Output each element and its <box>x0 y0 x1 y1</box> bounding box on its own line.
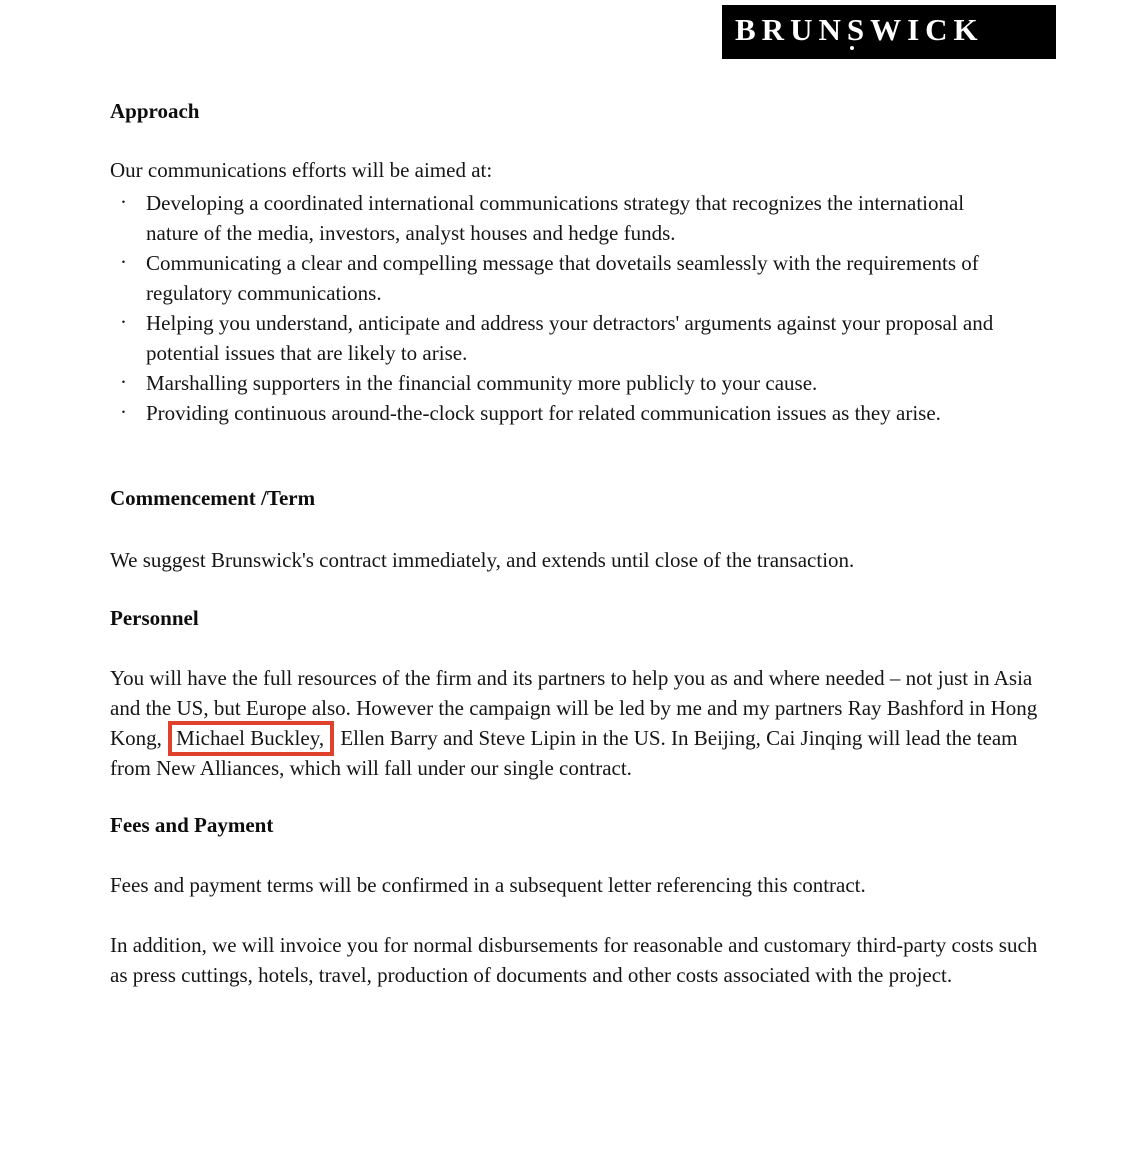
section-heading-personnel: Personnel <box>110 606 199 630</box>
bullet-item <box>110 368 1010 398</box>
bullet-marker-icon: · <box>120 370 127 394</box>
highlight-box <box>168 721 334 756</box>
bullet-text: Developing a coordinated international communications strategy that recognizes the international nature of the media, investors, analyst houses and hedge funds. <box>146 191 965 245</box>
bullet-text: Providing continuous around-the-clock support for related communication issues as they arise. <box>146 401 941 425</box>
bullet-text: Helping you understand, anticipate and address your detractors' arguments against your proposal and potential issues that are likely to arise. <box>146 311 994 365</box>
bullet-item <box>110 398 1010 428</box>
highlighted-name: Michael Buckley, <box>176 726 325 750</box>
bullet-marker-icon: · <box>120 310 127 334</box>
section-heading-approach: Approach <box>110 99 200 123</box>
bullet-marker-icon: · <box>120 250 127 274</box>
personnel-text-before: You will have the full resources of the firm and its partners to help you as and where needed – not just in Asia and the US, but Europe also. However the campaign will be led by me and my partners Ray Bashford in Hong Kong, <box>110 666 1038 750</box>
approach-intro: Our communications efforts will be aimed at: <box>110 158 493 182</box>
section-heading-commencement-term: Commencement /Term <box>110 486 316 510</box>
fees-paragraph-2: In addition, we will invoice you for normal disbursements for reasonable and customary third-party costs such as press cuttings, hotels, travel, production of documents and other costs associated with the project. <box>110 933 1038 987</box>
personnel-text-after: Ellen Barry and Steve Lipin in the US. In Beijing, Cai Jinqing will lead the team from New Alliances, which will fall under our single contract. <box>110 726 1018 780</box>
approach-bullet-list <box>110 188 1010 428</box>
bullet-item <box>110 188 1010 248</box>
document-body <box>110 98 1050 990</box>
bullet-text: Communicating a clear and compelling message that dovetails seamlessly with the requirements of regulatory communications. <box>146 251 979 305</box>
section-heading-fees-and-payment: Fees and Payment <box>110 813 274 837</box>
bullet-item <box>110 308 1010 368</box>
brunswick-logo <box>722 5 1056 59</box>
personnel-paragraph <box>110 663 1050 783</box>
bullet-marker-icon: · <box>120 400 127 424</box>
commencement-paragraph: We suggest Brunswick's contract immediately, and extends until close of the transaction. <box>110 548 855 572</box>
bullet-marker-icon: · <box>120 190 127 214</box>
bullet-text: Marshalling supporters in the financial community more publicly to your cause. <box>146 371 818 395</box>
bullet-item <box>110 248 1010 308</box>
fees-paragraph-1: Fees and payment terms will be confirmed in a subsequent letter referencing this contract. <box>110 873 866 897</box>
scan-artifact-dot <box>850 46 854 50</box>
brunswick-logo-text: BRUNSWICK <box>735 11 984 47</box>
